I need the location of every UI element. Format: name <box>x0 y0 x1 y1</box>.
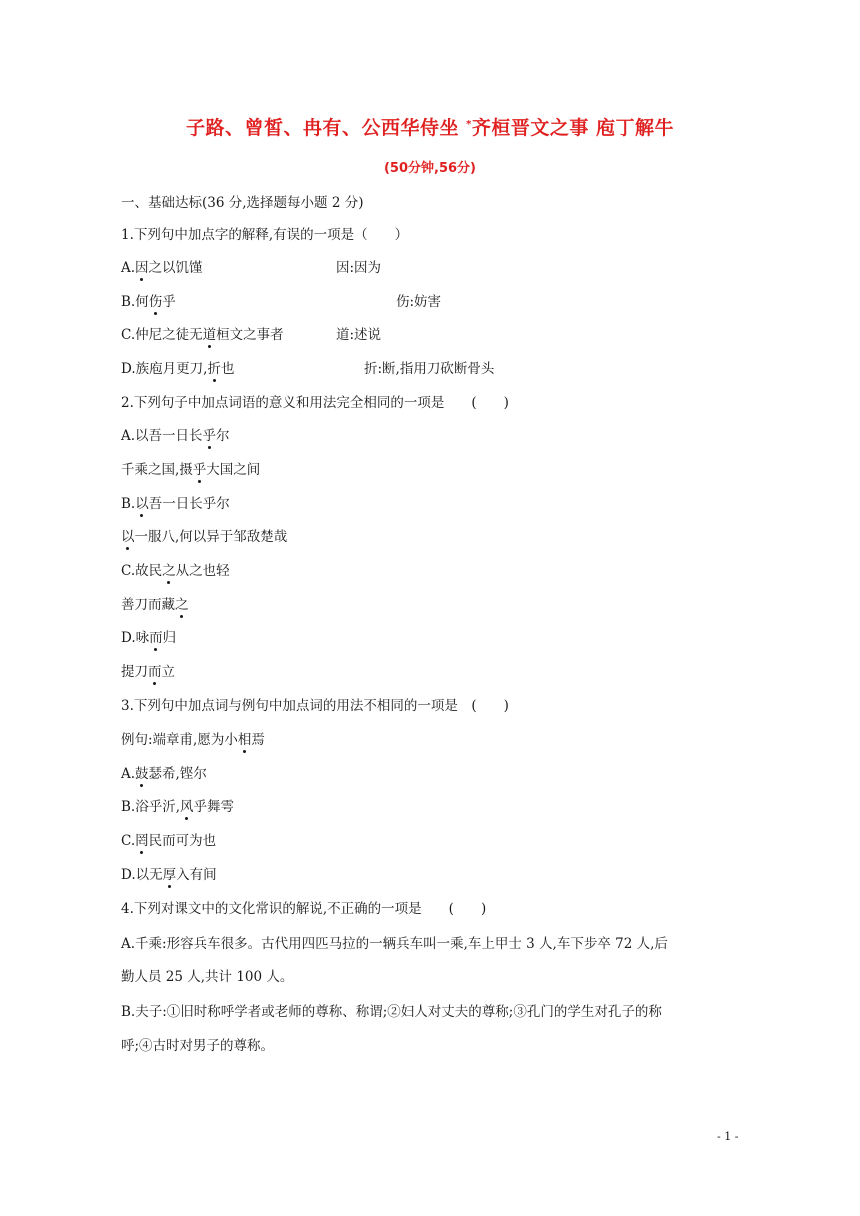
q2-option-b-line2: 以一服八,何以异于邹敌楚哉 <box>121 529 288 545</box>
q4-option-b-line2: 呼;④古时对男子的尊称。 <box>121 1038 275 1054</box>
page-number: - 1 - <box>717 1130 739 1143</box>
document-title: 子路、曾皙、冉有、公西华侍坐 *齐桓晋文之事 庖丁解牛 <box>186 117 674 139</box>
q1-option-a: A.因之以饥馑 <box>121 260 203 276</box>
q2-option-d-line1: D.咏而归 <box>121 630 177 646</box>
q4-stem: 4.下列对课文中的文化常识的解说,不正确的一项是 ( ) <box>121 901 487 917</box>
q1-option-b: B.何伤乎 <box>121 294 176 310</box>
q3-example: 例句:端章甫,愿为小相焉 <box>121 732 265 748</box>
q4-option-b-line1: B.夫子:①旧时称呼学者或老师的尊称、称谓;②妇人对丈夫的尊称;③孔门的学生对孔子的称 <box>121 1004 662 1020</box>
q1-option-d: D.族庖月更刀,折也 <box>121 361 235 377</box>
q1-option-b-gloss: 伤:妨害 <box>396 294 442 310</box>
q3-option-d: D.以无厚入有间 <box>121 867 217 883</box>
q3-stem: 3.下列句中加点词与例句中加点词的用法不相同的一项是 ( ) <box>121 698 509 714</box>
q3-option-b: B.浴乎沂,风乎舞雩 <box>121 799 235 815</box>
q1-option-d-gloss: 折:断,指用刀砍断骨头 <box>364 361 495 377</box>
section-heading: 一、基础达标(36 分,选择题每小题 2 分) <box>121 195 364 211</box>
q1-option-a-gloss: 因:因为 <box>336 260 382 276</box>
q1-option-c-gloss: 道:述说 <box>336 327 382 343</box>
q3-option-c: C.罔民而可为也 <box>121 833 217 849</box>
q4-option-a-line1: A.千乘:形容兵车很多。古代用四匹马拉的一辆兵车叫一乘,车上甲士 3 人,车下步卒 72 人,后 <box>121 936 668 952</box>
q3-option-a: A.鼓瑟希,铿尔 <box>121 766 207 782</box>
q2-option-c-line2: 善刀而藏之 <box>121 597 189 613</box>
time-score-subtitle: (50分钟,56分) <box>383 161 476 176</box>
q2-option-d-line2: 提刀而立 <box>121 664 175 680</box>
q2-option-a-line1: A.以吾一日长乎尔 <box>121 428 230 444</box>
q2-stem: 2.下列句子中加点词语的意义和用法完全相同的一项是 ( ) <box>121 395 509 411</box>
q1-option-c: C.仲尼之徒无道桓文之事者 <box>121 327 284 343</box>
q2-option-c-line1: C.故民之从之也轻 <box>121 563 230 579</box>
q2-option-b-line1: B.以吾一日长乎尔 <box>121 496 230 512</box>
q2-option-a-line2: 千乘之国,摄乎大国之间 <box>121 462 261 478</box>
q1-stem: 1.下列句中加点字的解释,有误的一项是（ ） <box>121 227 409 243</box>
q4-option-a-line2: 勤人员 25 人,共计 100 人。 <box>121 969 294 985</box>
